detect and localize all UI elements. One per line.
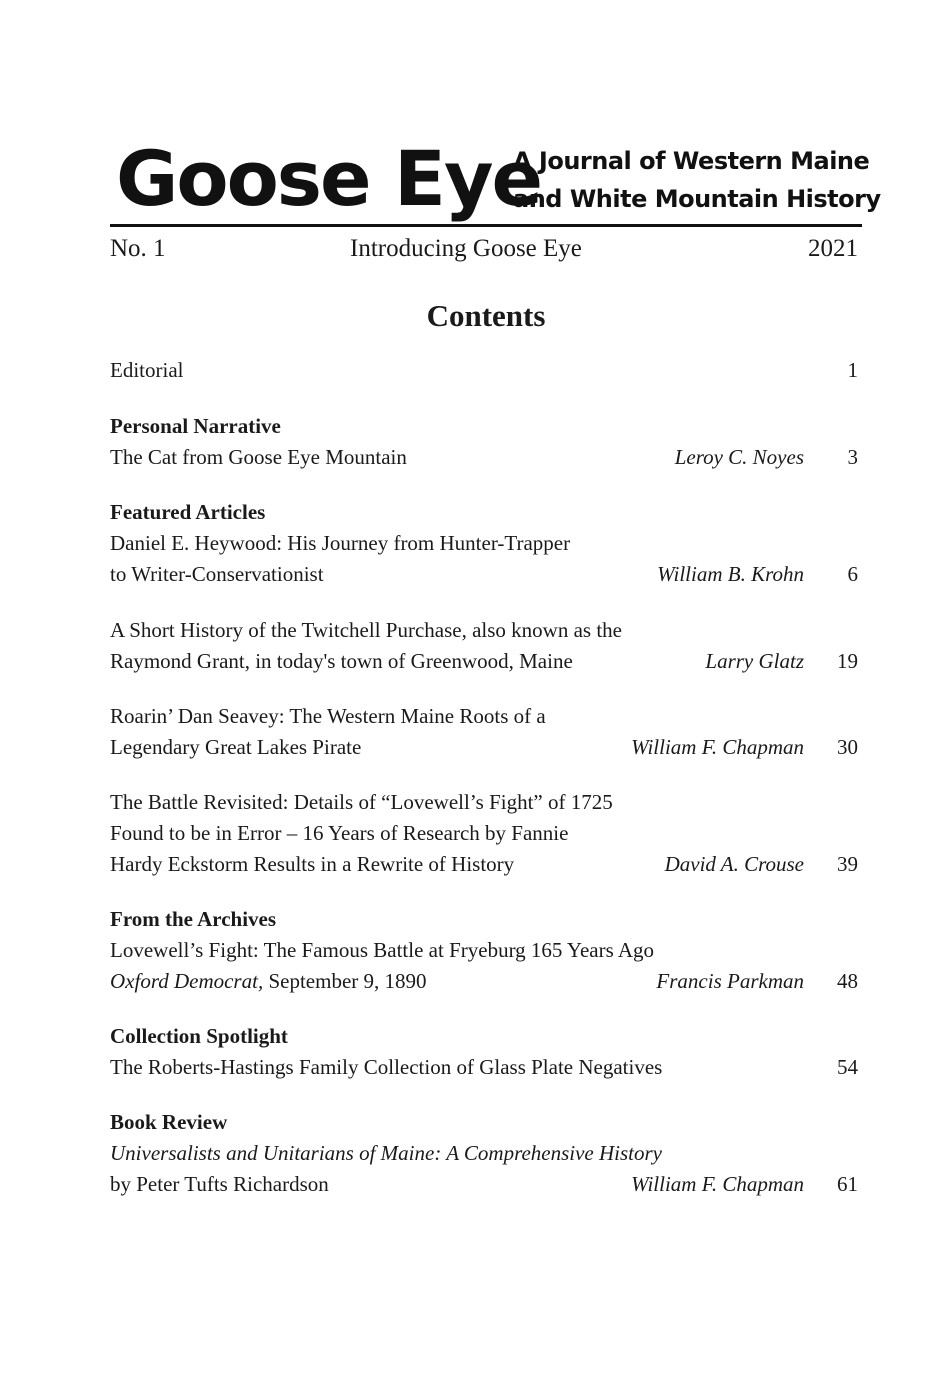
toc-section-featured-articles [110, 497, 862, 590]
page-number: 3 [847, 445, 858, 469]
toc-line [110, 732, 862, 763]
section-heading: Collection Spotlight [110, 1024, 288, 1048]
toc-line [110, 849, 862, 880]
masthead-rule [110, 224, 862, 227]
toc-section-personal-narrative [110, 411, 862, 473]
issue-title: Introducing Goose Eye [350, 235, 582, 262]
toc-entry-twitchell [110, 615, 862, 677]
entry-title: Roarin’ Dan Seavey: The Western Maine Roots of a [110, 704, 546, 728]
page-number: 30 [837, 735, 858, 759]
section-heading: Book Review [110, 1110, 228, 1134]
entry-title: Lovewell’s Fight: The Famous Battle at Fryeburg 165 Years Ago [110, 938, 655, 962]
issue-year: 2021 [808, 235, 858, 262]
journal-subtitle [513, 142, 881, 218]
toc-line [110, 615, 862, 646]
page-number: 6 [847, 562, 858, 586]
entry-author: William F. Chapman [631, 1172, 804, 1196]
entry-title-cont: Found to be in Error – 16 Years of Research by Fannie [110, 821, 569, 845]
toc-section-from-the-archives [110, 904, 862, 997]
journal-title: Goose Eye [116, 134, 542, 223]
entry-author: Francis Parkman [656, 969, 804, 993]
entry-title: Universalists and Unitarians of Maine: A Comprehensive History [110, 1141, 662, 1165]
entry-author: David A. Crouse [664, 852, 804, 876]
entry-title: The Cat from Goose Eye Mountain [110, 445, 407, 469]
page-number: 61 [837, 1172, 858, 1196]
entry-author: Leroy C. Noyes [674, 445, 804, 469]
toc-entry-battle-revisited [110, 787, 862, 880]
toc-entry-editorial [110, 355, 862, 386]
toc-line [110, 935, 862, 966]
page-number: 48 [837, 969, 858, 993]
issue-number: No. 1 [110, 235, 166, 262]
toc-line [110, 1169, 862, 1200]
toc-line [110, 966, 862, 997]
section-heading: From the Archives [110, 907, 277, 931]
toc-line [110, 559, 862, 590]
entry-title-cont: Hardy Eckstorm Results in a Rewrite of History [110, 852, 515, 876]
toc-line [110, 646, 862, 677]
section-heading: Featured Articles [110, 500, 266, 524]
toc-line [110, 442, 862, 473]
toc-line [110, 1138, 862, 1169]
entry-source-publication: Oxford Democrat, [110, 969, 264, 993]
entry-author: William F. Chapman [631, 735, 804, 759]
page-number: 39 [837, 852, 858, 876]
contents-heading: Contents [426, 298, 546, 333]
entry-title: The Roberts-Hastings Family Collection of Glass Plate Negatives [110, 1055, 663, 1079]
toc-line [110, 355, 862, 386]
toc-line [110, 701, 862, 732]
entry-title: A Short History of the Twitchell Purchase, also known as the [110, 618, 622, 642]
entry-author: Larry Glatz [705, 649, 804, 673]
page-number: 1 [847, 358, 858, 382]
masthead [110, 134, 881, 223]
toc-line [110, 818, 862, 849]
entry-title: The Battle Revisited: Details of “Lovewell’s Fight” of 1725 [110, 790, 613, 814]
entry-author: William B. Krohn [657, 562, 804, 586]
journal-subtitle-line1: A Journal of Western Maine [513, 147, 870, 175]
issue-line [110, 232, 862, 266]
entry-title-cont: by Peter Tufts Richardson [110, 1172, 329, 1196]
entry-title-cont: Raymond Grant, in today's town of Greenwood, Maine [110, 649, 573, 673]
toc-line [110, 528, 862, 559]
entry-title-cont: to Writer-Conservationist [110, 562, 324, 586]
toc-line [110, 1052, 862, 1083]
toc-entry-seavey [110, 701, 862, 763]
section-heading: Personal Narrative [110, 414, 281, 438]
toc-section-collection-spotlight [110, 1021, 862, 1083]
entry-title-cont: Legendary Great Lakes Pirate [110, 735, 362, 759]
page-number: 54 [837, 1055, 858, 1079]
entry-title: Editorial [110, 358, 184, 382]
entry-title: Daniel E. Heywood: His Journey from Hunter-Trapper [110, 531, 571, 555]
toc-section-book-review [110, 1107, 862, 1200]
toc-line [110, 787, 862, 818]
page-number: 19 [837, 649, 858, 673]
journal-subtitle-line2: and White Mountain History [513, 185, 881, 213]
page [110, 0, 881, 1388]
entry-source-date: September 9, 1890 [263, 969, 427, 993]
